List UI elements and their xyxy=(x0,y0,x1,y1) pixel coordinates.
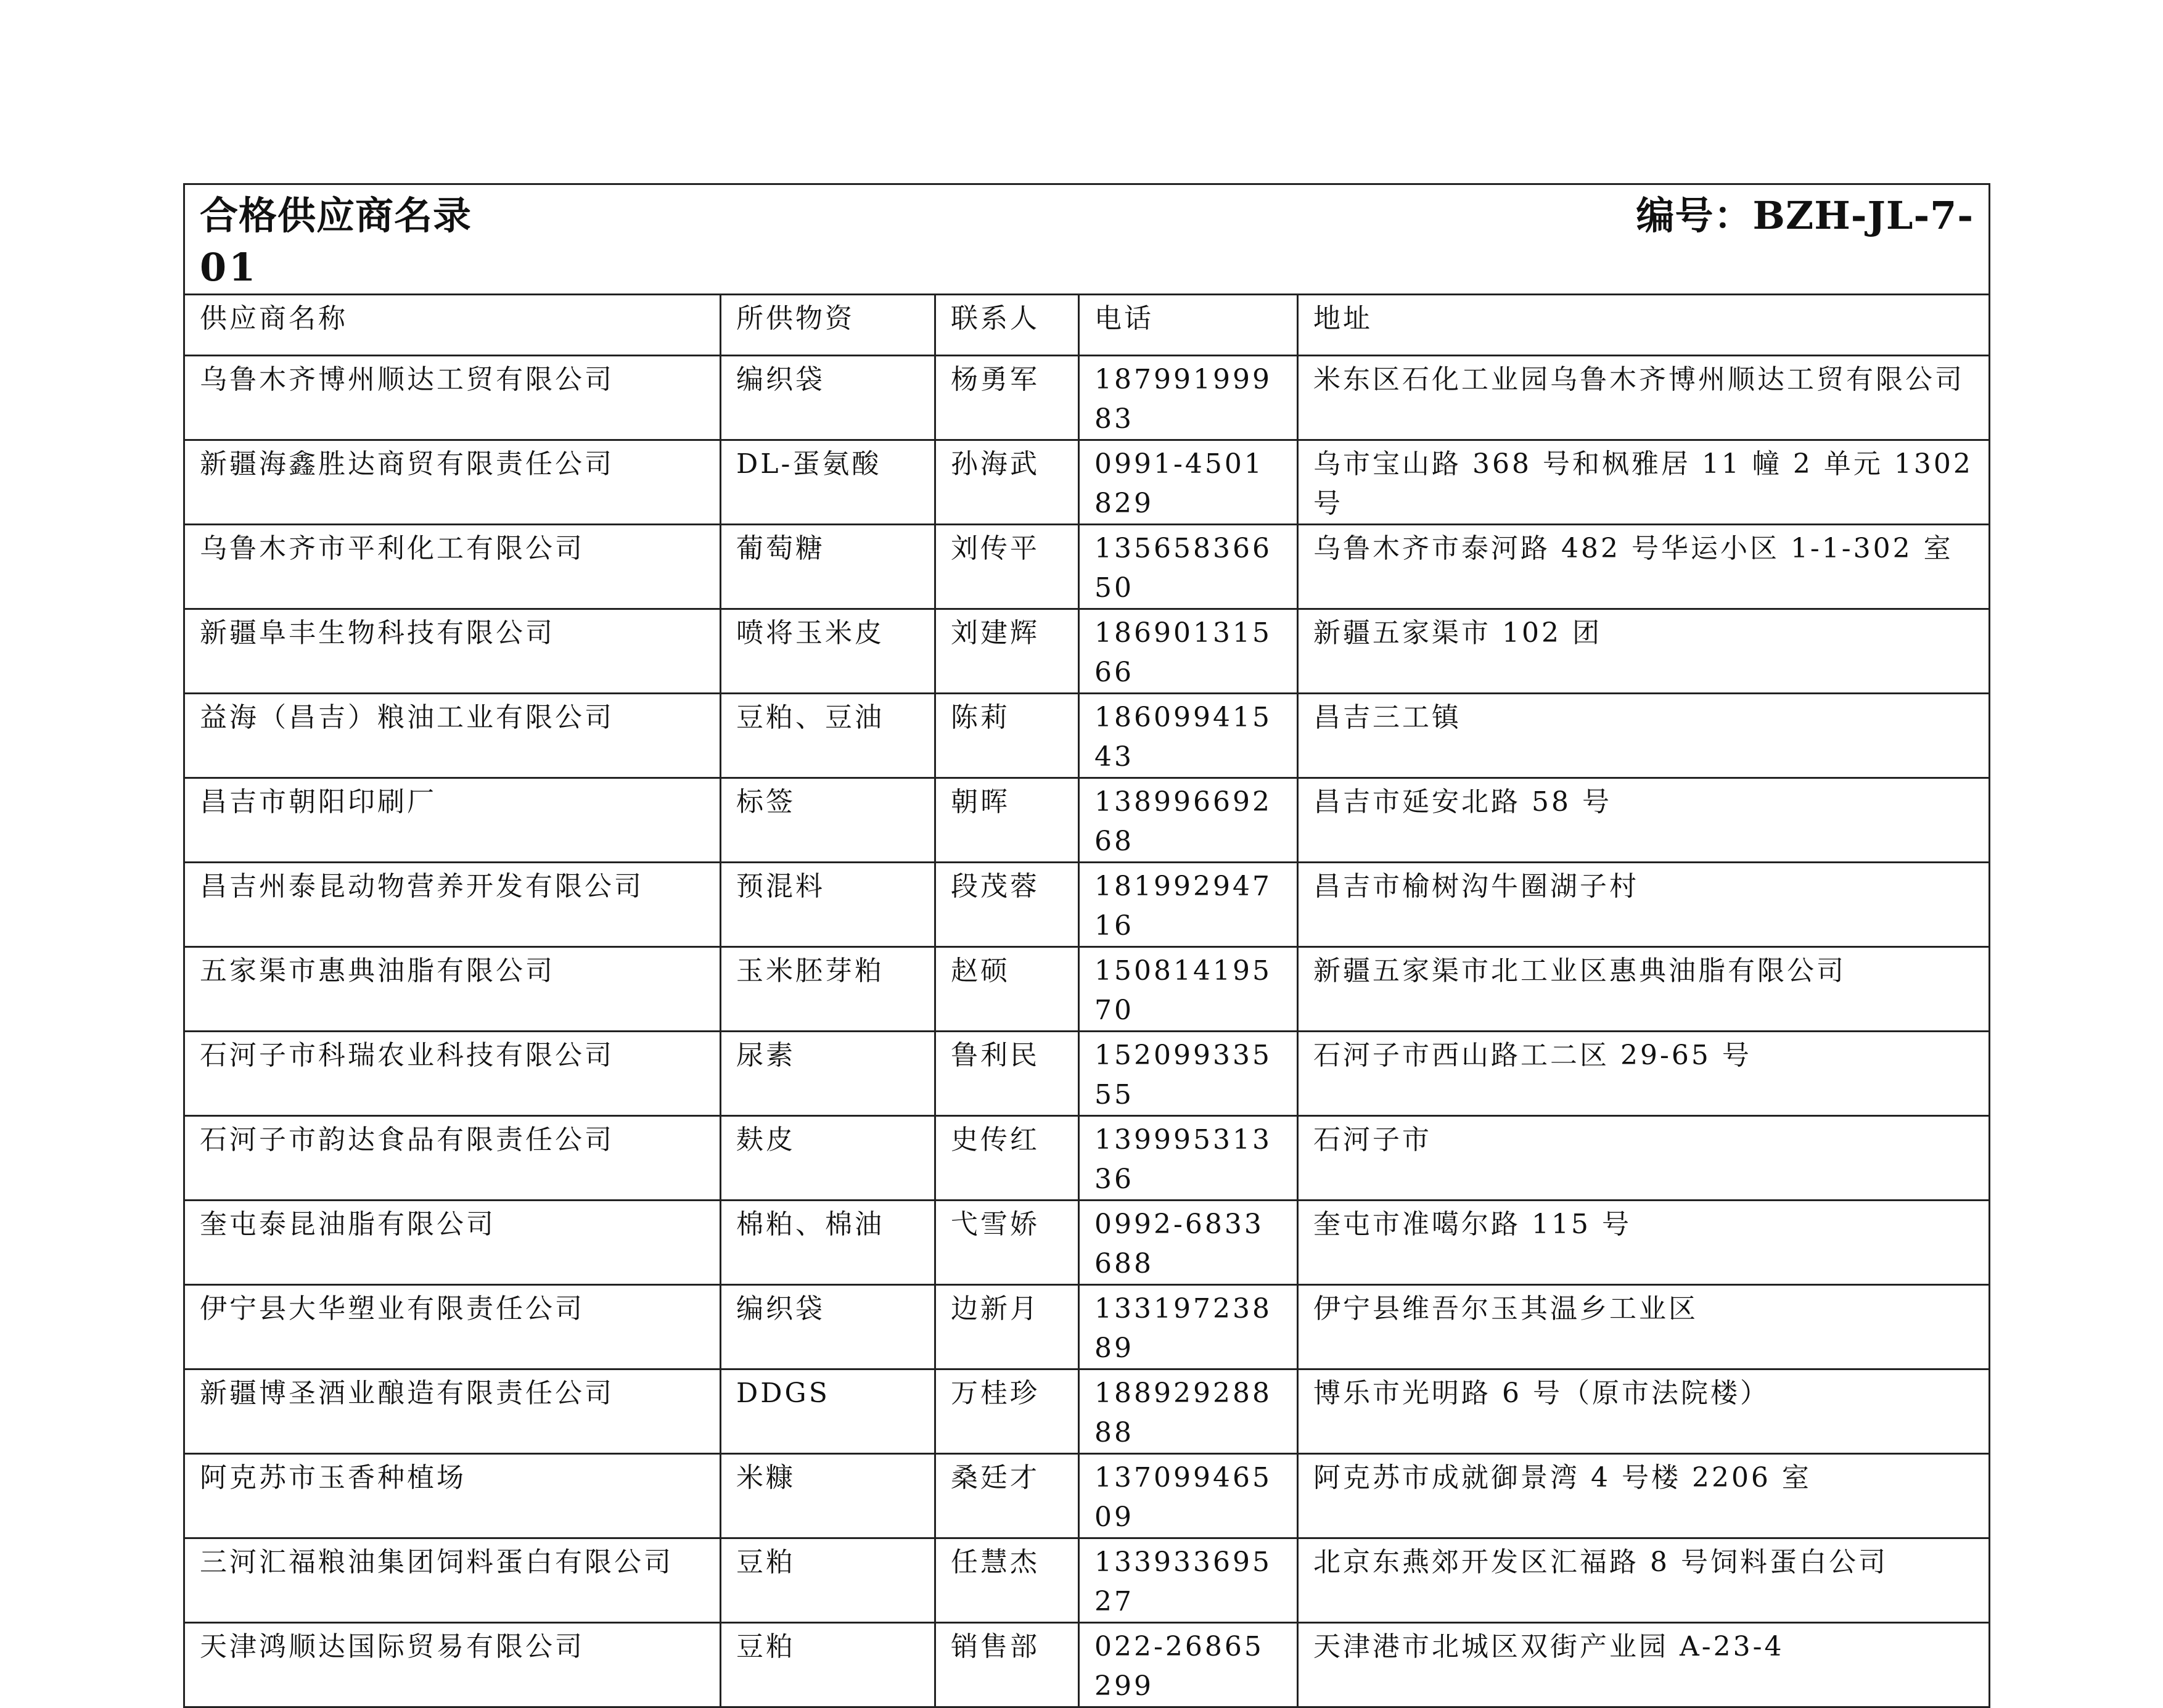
supplier-name-cell: 益海（昌吉）粮油工业有限公司 xyxy=(184,694,721,778)
goods-cell: 编织袋 xyxy=(721,356,935,440)
address-cell: 米东区石化工业园乌鲁木齐博州顺达工贸有限公司 xyxy=(1298,356,1990,440)
goods-cell: 米糠 xyxy=(721,1454,935,1538)
goods-cell: DDGS xyxy=(721,1369,935,1454)
address-cell: 昌吉市榆树沟牛圈湖子村 xyxy=(1298,863,1990,947)
contact-cell: 赵硕 xyxy=(935,947,1079,1032)
contact-cell: 段茂蓉 xyxy=(935,863,1079,947)
column-header-name: 供应商名称 xyxy=(184,295,721,356)
contact-cell: 弋雪娇 xyxy=(935,1201,1079,1285)
supplier-name-cell: 伊宁县大华塑业有限责任公司 xyxy=(184,1285,721,1369)
address-cell: 伊宁县维吾尔玉其温乡工业区 xyxy=(1298,1285,1990,1369)
table-row xyxy=(184,1623,1990,1707)
supplier-name-cell: 昌吉州泰昆动物营养开发有限公司 xyxy=(184,863,721,947)
contact-cell: 刘建辉 xyxy=(935,609,1079,694)
contact-cell: 销售部 xyxy=(935,1623,1079,1707)
phone-cell: 18690131566 xyxy=(1079,609,1298,694)
header-row xyxy=(184,295,1990,356)
supplier-name-cell: 三河汇福粮油集团饲料蛋白有限公司 xyxy=(184,1538,721,1623)
table-row xyxy=(184,609,1990,694)
phone-cell: 18892928888 xyxy=(1079,1369,1298,1454)
address-cell: 乌鲁木齐市泰河路 482 号华运小区 1-1-302 室 xyxy=(1298,525,1990,609)
table-row xyxy=(184,778,1990,863)
supplier-table xyxy=(183,183,1990,1708)
table-row xyxy=(184,1116,1990,1201)
column-header-contact: 联系人 xyxy=(935,295,1079,356)
address-cell: 昌吉市延安北路 58 号 xyxy=(1298,778,1990,863)
supplier-name-cell: 天津鸿顺达国际贸易有限公司 xyxy=(184,1623,721,1707)
table-row xyxy=(184,1538,1990,1623)
document-number: 编号：BZH-JL-7- xyxy=(1636,193,1974,238)
document-number-suffix: 01 xyxy=(200,245,258,290)
column-header-phone: 电话 xyxy=(1079,295,1298,356)
phone-cell: 13319723889 xyxy=(1079,1285,1298,1369)
contact-cell: 孙海武 xyxy=(935,440,1079,525)
goods-cell: 麸皮 xyxy=(721,1116,935,1201)
goods-cell: 豆粕 xyxy=(721,1538,935,1623)
address-cell: 新疆五家渠市 102 团 xyxy=(1298,609,1990,694)
column-header-goods: 所供物资 xyxy=(721,295,935,356)
goods-cell: 棉粕、棉油 xyxy=(721,1201,935,1285)
document-title: 合格供应商名录 xyxy=(200,193,472,238)
contact-cell: 任慧杰 xyxy=(935,1538,1079,1623)
supplier-name-cell: 石河子市韵达食品有限责任公司 xyxy=(184,1116,721,1201)
phone-cell: 18609941543 xyxy=(1079,694,1298,778)
table-row xyxy=(184,1369,1990,1454)
table-row xyxy=(184,525,1990,609)
goods-cell: 尿素 xyxy=(721,1032,935,1116)
address-cell: 昌吉三工镇 xyxy=(1298,694,1990,778)
phone-cell: 13999531336 xyxy=(1079,1116,1298,1201)
goods-cell: 豆粕 xyxy=(721,1623,935,1707)
goods-cell: 喷将玉米皮 xyxy=(721,609,935,694)
title-cell xyxy=(184,184,1990,295)
contact-cell: 边新月 xyxy=(935,1285,1079,1369)
address-cell: 石河子市 xyxy=(1298,1116,1990,1201)
table-row xyxy=(184,440,1990,525)
goods-cell: 玉米胚芽粕 xyxy=(721,947,935,1032)
column-header-address: 地址 xyxy=(1298,295,1990,356)
phone-cell: 13709946509 xyxy=(1079,1454,1298,1538)
address-cell: 博乐市光明路 6 号（原市法院楼） xyxy=(1298,1369,1990,1454)
contact-cell: 杨勇军 xyxy=(935,356,1079,440)
contact-cell: 陈莉 xyxy=(935,694,1079,778)
contact-cell: 鲁利民 xyxy=(935,1032,1079,1116)
table-row xyxy=(184,863,1990,947)
supplier-name-cell: 昌吉市朝阳印刷厂 xyxy=(184,778,721,863)
goods-cell: 标签 xyxy=(721,778,935,863)
contact-cell: 刘传平 xyxy=(935,525,1079,609)
supplier-name-cell: 乌鲁木齐市平利化工有限公司 xyxy=(184,525,721,609)
contact-cell: 万桂珍 xyxy=(935,1369,1079,1454)
goods-cell: 葡萄糖 xyxy=(721,525,935,609)
supplier-name-cell: 新疆海鑫胜达商贸有限责任公司 xyxy=(184,440,721,525)
contact-cell: 朝晖 xyxy=(935,778,1079,863)
phone-cell: 13565836650 xyxy=(1079,525,1298,609)
phone-cell: 13899669268 xyxy=(1079,778,1298,863)
address-cell: 新疆五家渠市北工业区惠典油脂有限公司 xyxy=(1298,947,1990,1032)
supplier-name-cell: 新疆博圣酒业酿造有限责任公司 xyxy=(184,1369,721,1454)
address-cell: 北京东燕郊开发区汇福路 8 号饲料蛋白公司 xyxy=(1298,1538,1990,1623)
phone-cell: 0991-4501829 xyxy=(1079,440,1298,525)
table-row xyxy=(184,947,1990,1032)
contact-cell: 史传红 xyxy=(935,1116,1079,1201)
goods-cell: DL-蛋氨酸 xyxy=(721,440,935,525)
supplier-name-cell: 五家渠市惠典油脂有限公司 xyxy=(184,947,721,1032)
phone-cell: 022-26865299 xyxy=(1079,1623,1298,1707)
supplier-name-cell: 新疆阜丰生物科技有限公司 xyxy=(184,609,721,694)
table-row xyxy=(184,1454,1990,1538)
phone-cell: 0992-6833688 xyxy=(1079,1201,1298,1285)
table-row xyxy=(184,1032,1990,1116)
table-row xyxy=(184,694,1990,778)
table-row xyxy=(184,1285,1990,1369)
address-cell: 阿克苏市成就御景湾 4 号楼 2206 室 xyxy=(1298,1454,1990,1538)
goods-cell: 预混料 xyxy=(721,863,935,947)
phone-cell: 13393369527 xyxy=(1079,1538,1298,1623)
supplier-name-cell: 阿克苏市玉香种植场 xyxy=(184,1454,721,1538)
goods-cell: 编织袋 xyxy=(721,1285,935,1369)
address-cell: 石河子市西山路工二区 29-65 号 xyxy=(1298,1032,1990,1116)
address-cell: 乌市宝山路 368 号和枫雅居 11 幢 2 单元 1302 号 xyxy=(1298,440,1990,525)
supplier-name-cell: 奎屯泰昆油脂有限公司 xyxy=(184,1201,721,1285)
address-cell: 天津港市北城区双街产业园 A-23-4 xyxy=(1298,1623,1990,1707)
table-row xyxy=(184,356,1990,440)
contact-cell: 桑廷才 xyxy=(935,1454,1079,1538)
phone-cell: 15081419570 xyxy=(1079,947,1298,1032)
goods-cell: 豆粕、豆油 xyxy=(721,694,935,778)
supplier-name-cell: 石河子市科瑞农业科技有限公司 xyxy=(184,1032,721,1116)
supplier-name-cell: 乌鲁木齐博州顺达工贸有限公司 xyxy=(184,356,721,440)
phone-cell: 15209933555 xyxy=(1079,1032,1298,1116)
phone-cell: 18199294716 xyxy=(1079,863,1298,947)
table-row xyxy=(184,1201,1990,1285)
address-cell: 奎屯市准噶尔路 115 号 xyxy=(1298,1201,1990,1285)
phone-cell: 18799199983 xyxy=(1079,356,1298,440)
